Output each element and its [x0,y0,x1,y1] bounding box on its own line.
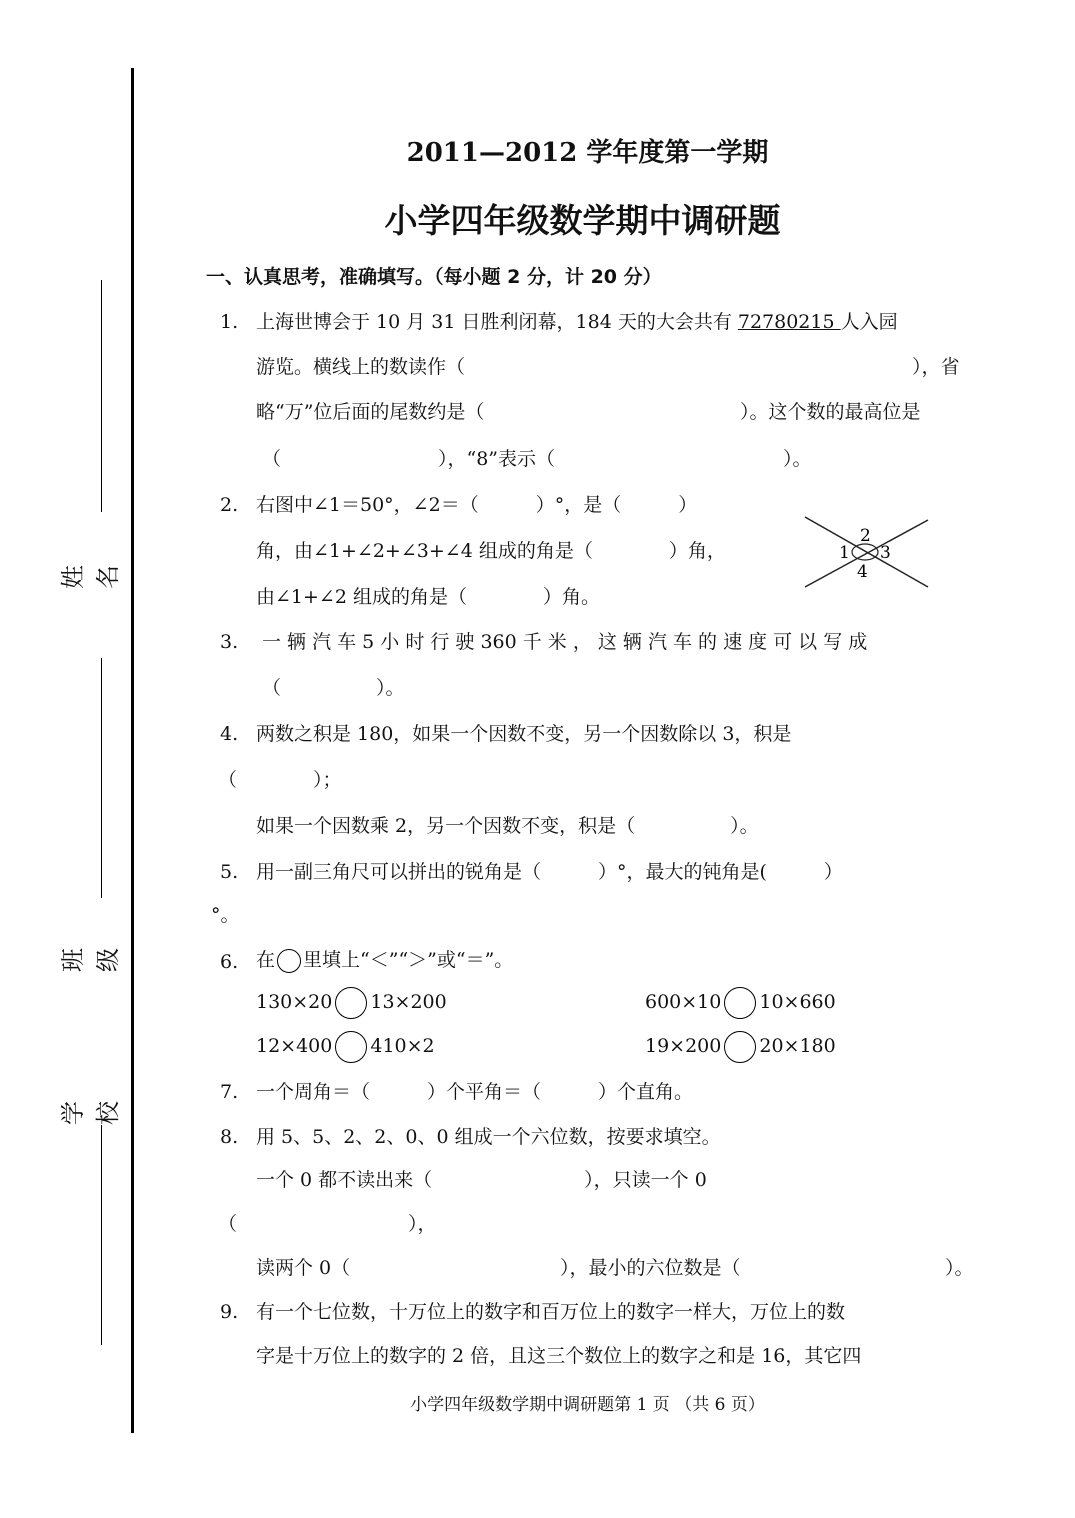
q3-number: 3. [220,631,239,653]
q1-line2b: ），省 [912,356,960,378]
q2-number: 2. [220,494,239,516]
q6-compare-2: 600×10 10×660 [645,985,836,1019]
q2-line2: 角，由∠1+∠2+∠3+∠4 组成的角是（ ）角， [256,540,726,562]
q6-compare-4: 19×200 20×180 [645,1029,836,1063]
q6-number: 6. [220,951,239,973]
q1-line3a: 略“万”位后面的尾数约是（ [256,401,485,423]
q6-intro: 在 里填上“＜”“＞”或“＝”。 [256,949,514,971]
q1-line1: 上海世博会于 10 月 31 日胜利闭幕，184 天的大会共有 72780215 人入园 [256,311,898,333]
name-label: 姓名 [59,565,122,589]
compare-circle-3[interactable] [335,1031,367,1063]
compare-circle-1[interactable] [335,987,367,1019]
q8-line4a: 读两个 0（ [256,1257,351,1279]
q8-number: 8. [220,1126,239,1148]
class-underline [101,658,102,898]
diagram-label-1: 1 [839,543,850,563]
q1-line4c: ）。 [783,448,812,470]
q4-number: 4. [220,723,239,745]
q3-line2: （ ）。 [262,677,405,699]
compare-circle-2[interactable] [724,987,756,1019]
circle-icon [277,949,301,973]
section-1-heading: 一、认真思考，准确填写。（每小题 2 分，计 20 分） [206,266,662,288]
q9-line2: 字是十万位上的数字的 2 倍，且这三个数位上的数字之和是 16，其它四 [256,1345,862,1367]
q4-line3: 如果一个因数乘 2，另一个因数不变，积是（ ）。 [256,815,759,837]
diagram-label-2: 2 [860,526,871,546]
name-underline [101,280,102,512]
q3-line1: 一 辆 汽 车 5 小 时 行 驶 360 千 米 ， 这 辆 汽 车 的 速 度 可 以 写 成 [262,631,868,653]
q6-compare-1: 130×20 13×200 [256,985,447,1019]
school-underline [101,1125,102,1345]
q8-line4c: ）。 [945,1257,974,1279]
diagram-label-3: 3 [880,543,891,563]
q1-line4b: ），“8”表示（ [438,448,556,470]
diagram-label-4: 4 [857,562,868,582]
q7-number: 7. [220,1081,239,1103]
q6-compare-3: 12×400 410×2 [256,1029,435,1063]
q5-line1: 用一副三角尺可以拼出的锐角是（ ）°，最大的钝角是( ） [256,861,843,883]
q1-number: 1. [220,311,239,333]
exam-term-title: 2011—2012 学年度第一学期 [406,138,769,168]
q1-line4a: （ [262,448,282,470]
q5-line2: °。 [211,904,240,926]
q8-line4b: ），最小的六位数是（ [560,1257,741,1279]
q9-number: 9. [220,1301,239,1323]
q9-line1: 有一个七位数，十万位上的数字和百万位上的数字一样大，万位上的数 [256,1301,846,1323]
q2-line1: 右图中∠1＝50°，∠2＝（ ）°，是（ ） [256,494,698,516]
q8-line3: （ ）， [218,1213,437,1235]
class-label: 班级 [59,948,122,972]
q4-line2: （ ）； [218,769,342,791]
school-label: 学校 [59,1101,122,1125]
binding-line [131,68,134,1433]
q8-line2: 一个 0 都不读出来（ ），只读一个 0 [256,1169,707,1191]
q5-number: 5. [220,861,239,883]
q1-underlined-number: 72780215 [737,311,841,333]
q1-line2a: 游览。横线上的数读作（ [256,356,466,378]
q1-line3b: ）。这个数的最高位是 [740,401,921,423]
q4-line1: 两数之积是 180，如果一个因数不变，另一个因数除以 3，积是 [256,723,792,745]
q8-line1: 用 5、5、2、2、0、0 组成一个六位数，按要求填空。 [256,1126,721,1148]
exam-title: 小学四年级数学期中调研题 [384,201,781,240]
compare-circle-4[interactable] [724,1031,756,1063]
q7-line1: 一个周角＝（ ）个平角＝（ ）个直角。 [256,1081,694,1103]
q2-line3: 由∠1+∠2 组成的角是（ ）角。 [256,586,600,608]
angle-diagram [800,512,935,592]
page-footer: 小学四年级数学期中调研题第 1 页 （共 6 页） [410,1395,765,1415]
